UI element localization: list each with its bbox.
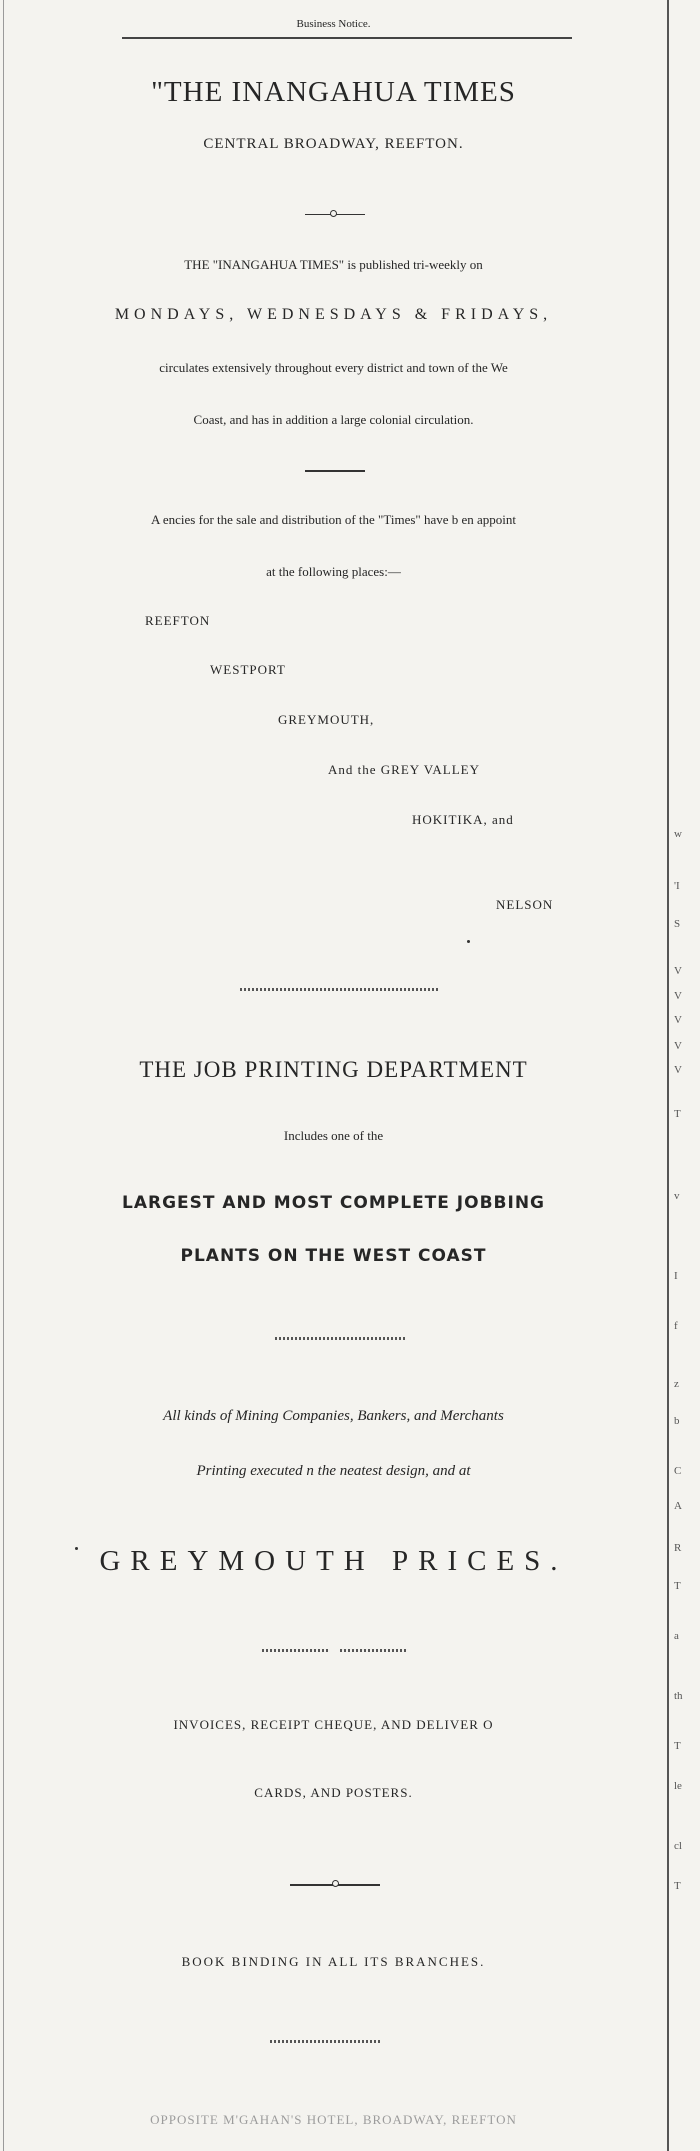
- place-hokitika: HOKITIKA, and: [412, 812, 514, 827]
- wavy-divider-4: [270, 2040, 380, 2043]
- footer-address: OPPOSITE M'GAHAN'S HOTEL, BROADWAY, REEFTON: [150, 2112, 517, 2127]
- masthead-address: CENTRAL BROADWAY, REEFTON.: [203, 136, 464, 152]
- mining-line: All kinds of Mining Companies, Bankers, and Merchants: [163, 1408, 504, 1424]
- circulation-line-2: Coast, and has in addition a large colonial circulation.: [193, 412, 474, 427]
- place-grey-valley: And the GREY VALLEY: [328, 762, 481, 777]
- adjacent-column-fragment: w 'I S V V V V V T v I f z b C A R T a th T le cl T: [674, 828, 683, 1892]
- publication-line: THE "INANGAHUA TIMES" is published tri-weekly on: [184, 257, 483, 272]
- header-rule: [122, 37, 572, 39]
- circulation-line: circulates extensively throughout every district and town of the We: [159, 360, 508, 375]
- place-nelson: NELSON: [496, 897, 554, 912]
- wavy-divider-2: [275, 1337, 405, 1340]
- invoices-line: INVOICES, RECEIPT CHEQUE, AND DELIVER O: [173, 1717, 494, 1732]
- ink-speck-2: [75, 1547, 78, 1550]
- cards-line: CARDS, AND POSTERS.: [254, 1785, 413, 1800]
- publication-days: MONDAYS, WEDNESDAYS & FRIDAYS,: [114, 306, 553, 323]
- running-head: Business Notice.: [296, 18, 371, 30]
- ink-speck: [467, 940, 470, 943]
- wavy-divider-3b: [340, 1649, 408, 1652]
- job-printing-heading: THE JOB PRINTING DEPARTMENT: [139, 1057, 528, 1082]
- agencies-line: A encies for the sale and distribution of the "Times" have b en appoint: [150, 512, 517, 527]
- masthead-title: "THE INANGAHUA TIMES: [151, 76, 516, 108]
- ornament-circle-2: [332, 1880, 339, 1887]
- printing-line: Printing executed n the neatest design, and at: [196, 1463, 471, 1479]
- agencies-line-2: at the following places:—: [266, 564, 401, 579]
- wavy-divider: [240, 988, 440, 991]
- divider-rule: [305, 470, 365, 472]
- ornament-circle: [330, 210, 337, 217]
- place-greymouth: GREYMOUTH,: [278, 712, 375, 727]
- jobbing-line: LARGEST AND MOST COMPLETE JOBBING: [121, 1193, 546, 1213]
- greymouth-prices: GREYMOUTH PRICES.: [99, 1545, 568, 1577]
- place-westport: WESTPORT: [210, 662, 286, 677]
- wavy-divider-3a: [262, 1649, 330, 1652]
- book-binding-line: BOOK BINDING IN ALL ITS BRANCHES.: [181, 1954, 486, 1969]
- place-reefton: REEFTON: [145, 613, 211, 628]
- column-divider: [667, 0, 669, 2151]
- plants-line: PLANTS ON THE WEST COAST: [180, 1246, 487, 1266]
- includes-line: Includes one of the: [283, 1128, 384, 1143]
